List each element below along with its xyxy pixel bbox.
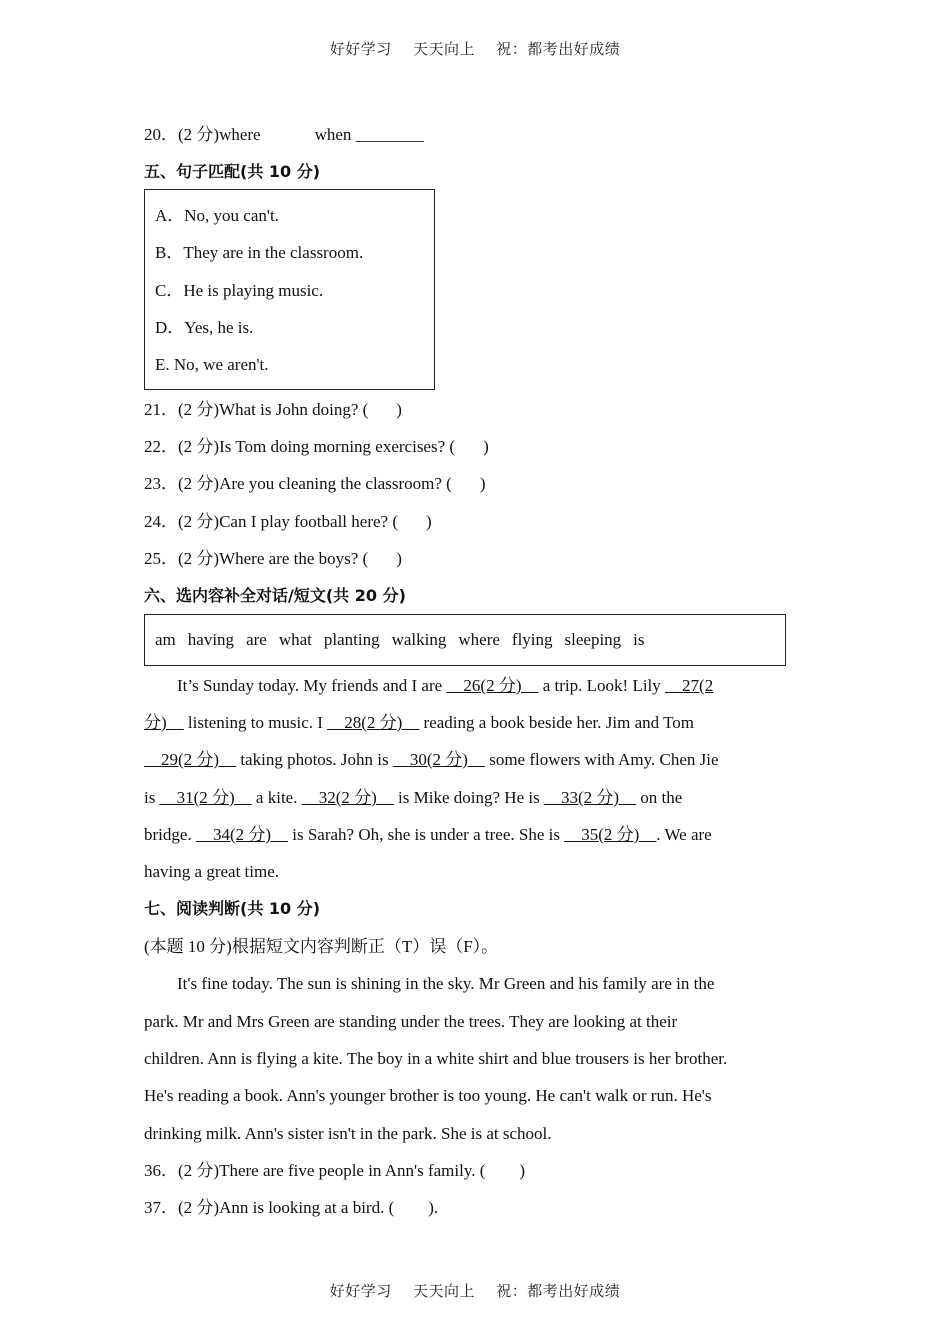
blank-31[interactable]: __31(2 分)__ <box>159 788 252 807</box>
word-what: what <box>278 630 312 649</box>
section-7-title: 七、阅读判断(共 10 分) <box>144 899 321 918</box>
passage-line: children. Ann is flying a kite. The boy in a white shirt and blue trousers is her brother. <box>144 1049 728 1068</box>
page-footer <box>0 1280 950 1301</box>
word-am: am <box>155 630 176 649</box>
blank-30[interactable]: __30(2 分)__ <box>392 750 485 769</box>
word-walking: walking <box>391 630 447 649</box>
cloze-line: is __31(2 分)__ a kite. __32(2 分)__ is Mike doing? He is __33(2 分)__ on the <box>144 788 683 807</box>
cloze-line: It’s Sunday today. My friends and I are __26(2 分)__ a trip. Look! Lily __27(2 <box>177 676 714 695</box>
word-where: where <box>458 630 500 649</box>
section-5-title: 五、句子匹配(共 10 分) <box>144 162 321 181</box>
question-22: 22．(2 分)Is Tom doing morning exercises? ( ) <box>144 437 489 456</box>
header-mid: 天天向上 <box>412 40 475 58</box>
passage-line: It's fine today. The sun is shining in the sky. Mr Green and his family are in the <box>177 974 715 993</box>
option-a: A．No, you can't. <box>155 206 279 225</box>
page-header <box>0 38 950 59</box>
option-d: D．Yes, he is. <box>155 318 254 337</box>
answer-blank[interactable]: ________ <box>355 125 424 144</box>
passage-line: drinking milk. Ann's sister isn't in the park. She is at school. <box>144 1124 552 1143</box>
word-sleeping: sleeping <box>564 630 622 649</box>
section-6-title: 六、选内容补全对话/短文(共 20 分) <box>144 586 406 605</box>
header-left: 好好学习 <box>329 40 392 58</box>
blank-26[interactable]: __26(2 分)__ <box>446 676 539 695</box>
footer-mid: 天天向上 <box>412 1282 475 1300</box>
section-7-instruction: (本题 10 分)根据短文内容判断正（T）误（F）。 <box>144 937 499 956</box>
word-having: having <box>187 630 235 649</box>
option-c: C．He is playing music. <box>155 281 324 300</box>
word-planting: planting <box>323 630 380 649</box>
blank-34[interactable]: __34(2 分)__ <box>195 825 289 844</box>
word-is: is <box>633 630 645 649</box>
passage-line: park. Mr and Mrs Green are standing under the trees. They are looking at their <box>144 1012 678 1031</box>
word-bank <box>144 614 786 666</box>
option-b: B．They are in the classroom. <box>155 243 364 262</box>
question-23: 23．(2 分)Are you cleaning the classroom? ( ) <box>144 474 486 493</box>
cloze-line: 分)__ listening to music. I __28(2 分)__ reading a book beside her. Jim and Tom <box>144 713 694 732</box>
blank-33[interactable]: __33(2 分)__ <box>543 788 637 807</box>
word-are: are <box>246 630 267 649</box>
cloze-line: having a great time. <box>144 862 280 881</box>
question-24: 24．(2 分)Can I play football here? ( ) <box>144 512 432 531</box>
blank-27[interactable]: __27(2 <box>665 676 714 695</box>
footer-left: 好好学习 <box>329 1282 392 1300</box>
question-21: 21．(2 分)What is John doing? ( ) <box>144 400 402 419</box>
cloze-line: bridge. __34(2 分)__ is Sarah? Oh, she is under a tree. She is __35(2 分)__. We are <box>144 825 712 844</box>
option-e: E. No, we aren't. <box>155 355 269 374</box>
passage-line: He's reading a book. Ann's younger brother is too young. He can't walk or run. He's <box>144 1086 712 1105</box>
blank-35[interactable]: __35(2 分)__ <box>564 825 657 844</box>
question-20: 20．(2 分)where when ________ <box>144 125 424 144</box>
blank-27-cont[interactable]: 分)__ <box>144 713 184 732</box>
footer-right: 祝：都考出好成绩 <box>496 1282 621 1300</box>
question-25: 25．(2 分)Where are the boys? ( ) <box>144 549 402 568</box>
blank-32[interactable]: __32(2 分)__ <box>301 788 394 807</box>
blank-29[interactable]: __29(2 分)__ <box>144 750 237 769</box>
blank-28[interactable]: __28(2 分)__ <box>327 713 420 732</box>
options-box <box>144 189 435 390</box>
question-37: 37．(2 分)Ann is looking at a bird. ( ). <box>144 1198 439 1217</box>
cloze-line: __29(2 分)__ taking photos. John is __30(2 分)__ some flowers with Amy. Chen Jie <box>144 750 719 769</box>
question-36: 36．(2 分)There are five people in Ann's family. ( ) <box>144 1161 526 1180</box>
word-flying: flying <box>511 630 553 649</box>
header-right: 祝：都考出好成绩 <box>496 40 621 58</box>
